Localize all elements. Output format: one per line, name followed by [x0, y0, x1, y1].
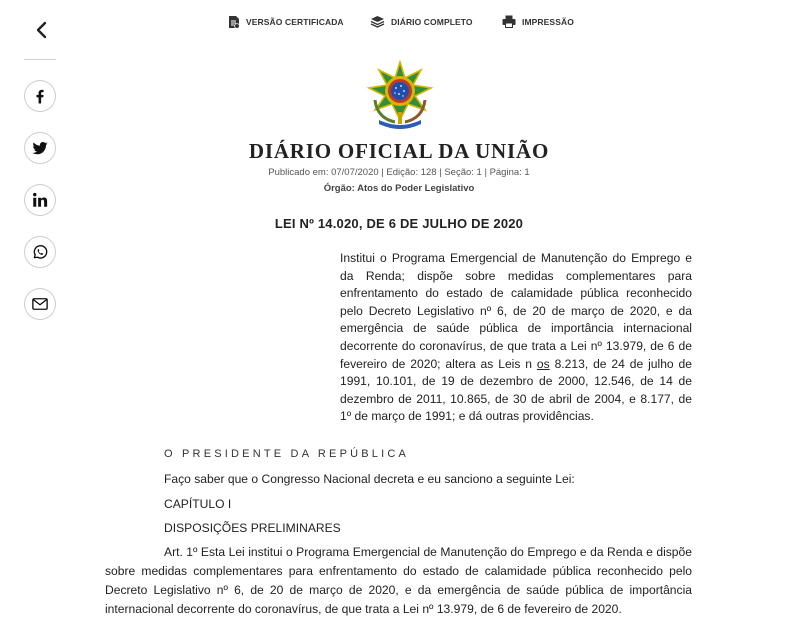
ementa-text-2: 8.213, de 24 de julho de 1991, 10.101, de 19 de dezembro de 2000, 12.546, de 14 de dezembro de 2011, 10.865, de 30 de abril de 2004, e 8.177, de 1º de março de 1991; e dá outras providências. — [340, 356, 692, 424]
whatsapp-icon — [31, 243, 49, 261]
document-toolbar — [0, 15, 800, 33]
share-facebook-button[interactable] — [24, 80, 56, 112]
certified-document-icon — [228, 15, 240, 29]
law-ementa — [340, 250, 692, 426]
stack-icon — [370, 15, 385, 28]
printer-icon — [502, 15, 516, 28]
ementa-underlined: os — [536, 356, 550, 371]
site-title: DIÁRIO OFICIAL DA UNIÃO — [248, 139, 550, 163]
share-email-button[interactable] — [24, 288, 56, 320]
share-whatsapp-button[interactable] — [24, 236, 56, 268]
sidebar-divider — [24, 59, 56, 60]
orgao-label: Órgão: — [323, 183, 355, 194]
chapter-number: CAPÍTULO I — [164, 497, 232, 511]
orgao-line — [0, 183, 798, 194]
full-journal-button[interactable] — [370, 15, 473, 28]
full-journal-label: DIÁRIO COMPLETO — [391, 16, 473, 27]
publication-info: Publicado em: 07/07/2020 | Edição: 128 | Seção: 1 | Página: 1 — [268, 167, 530, 178]
share-sidebar — [0, 0, 80, 600]
law-title: LEI Nº 14.020, DE 6 DE JULHO DE 2020 — [274, 216, 524, 231]
orgao-value: Atos do Poder Legislativo — [357, 183, 475, 194]
chapter-title: DISPOSIÇÕES PRELIMINARES — [164, 521, 341, 535]
facebook-icon — [31, 87, 49, 105]
enactment-clause: Faço saber que o Congresso Nacional decreta e eu sanciono a seguinte Lei: — [164, 472, 575, 486]
print-button[interactable] — [502, 15, 574, 28]
brazil-coat-of-arms-icon — [365, 60, 435, 130]
president-heading: O PRESIDENTE DA REPÚBLICA — [164, 448, 410, 460]
certified-version-button[interactable] — [228, 15, 344, 29]
email-icon — [31, 295, 49, 313]
ementa-text-1: Institui o Programa Emergencial de Manutenção do Emprego e da Renda; dispõe sobre medidas complementares para enfrentamento do estado de calamidade pública reconhecido pelo Decreto Legislativo nº 6, de 20 de março de 2020, e da emergência de saúde pública de importância internacional decorrente do coronavírus, de que trata a Lei nº 13.979, de 6 de fevereiro de 2020; altera as Leis n — [340, 251, 692, 371]
certified-version-label: VERSÃO CERTIFICADA — [246, 17, 344, 27]
print-label: IMPRESSÃO — [522, 16, 574, 27]
article-1: Art. 1º Esta Lei institui o Programa Emergencial de Manutenção do Emprego e da Renda e dispõe sobre medidas complementares para enfrentamento do estado de calamidade pública reconhecido pelo Decreto Legislativo nº 6, de 20 de março de 2020, e da emergência de saúde pública de importância internacional decorrente do coronavírus, de que trata a Lei nº 13.979, de 6 de fevereiro de 2020. — [105, 545, 692, 616]
